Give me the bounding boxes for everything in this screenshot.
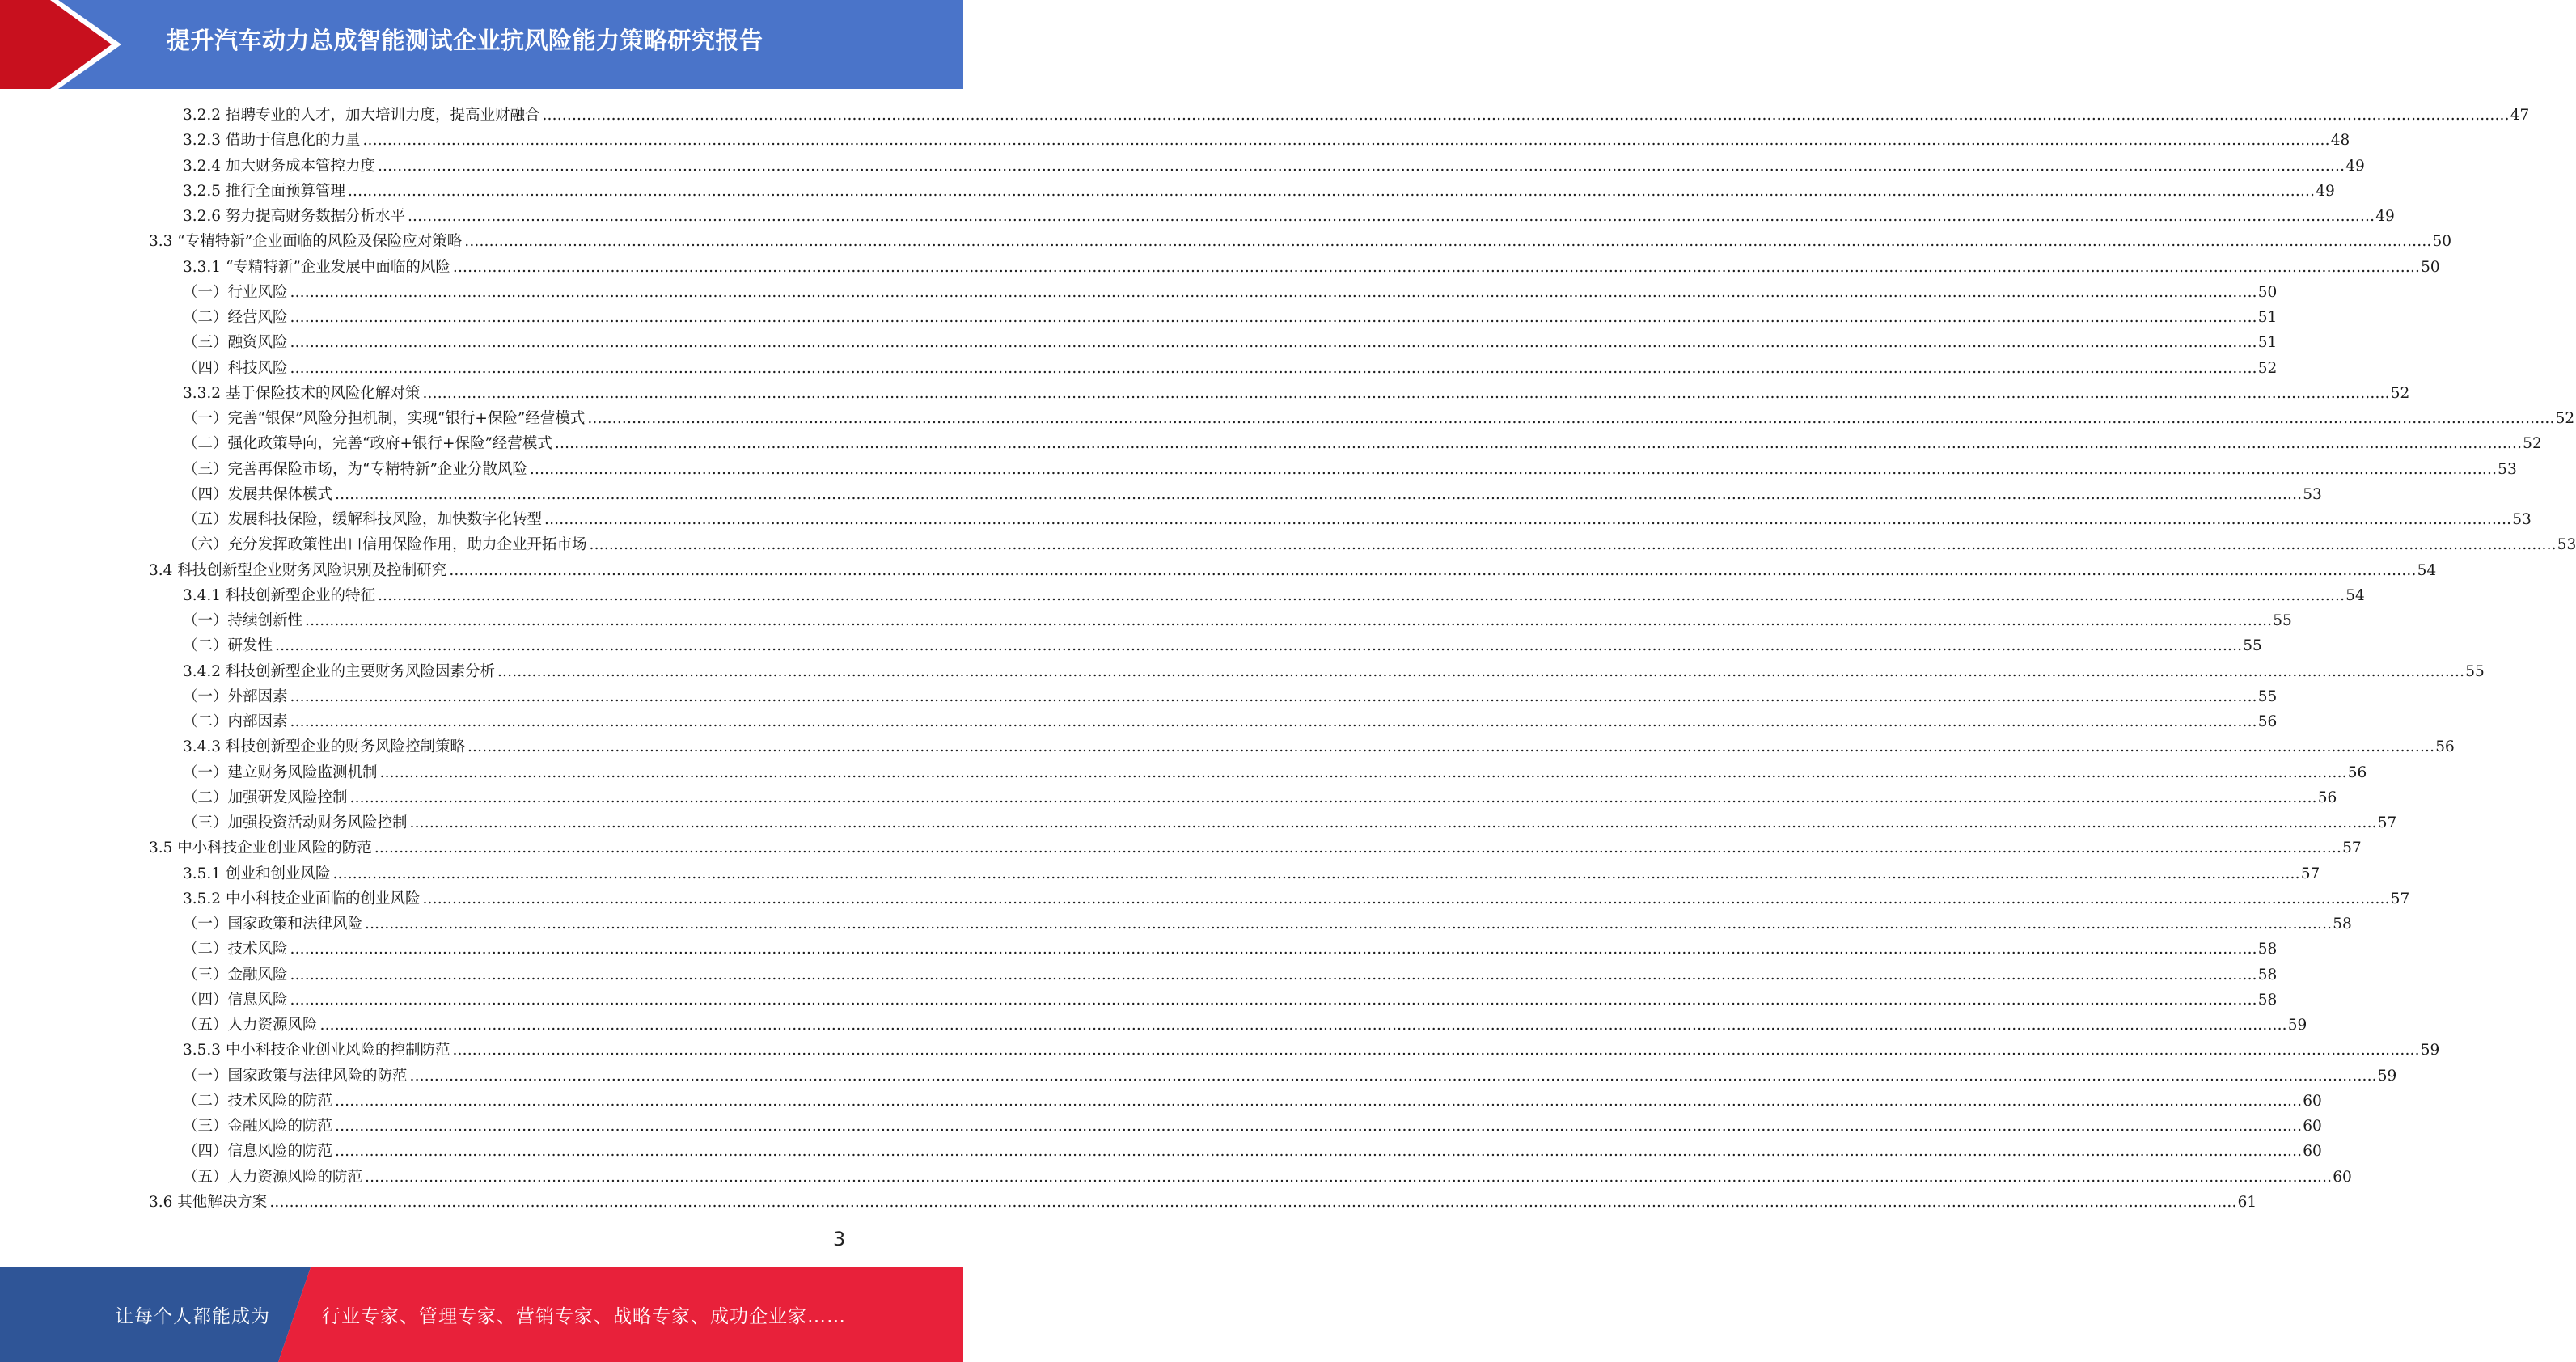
toc-dot-leader: ................................................................................................................................................................................................................................................................................................................................................................................................................ <box>290 283 2257 301</box>
toc-entry[interactable] <box>183 1114 2322 1139</box>
toc-dot-leader: ................................................................................................................................................................................................................................................................................................................................................................................................................ <box>349 789 2317 806</box>
toc-dot-leader: ................................................................................................................................................................................................................................................................................................................................................................................................................ <box>290 966 2257 983</box>
toc-entry-label: （一）国家政策与法律风险的防范 <box>183 1067 408 1085</box>
toc-entry-page: 53 <box>2303 485 2322 503</box>
toc-entry-label: （一）行业风险 <box>183 283 288 301</box>
toc-entry-page: 60 <box>2333 1168 2352 1186</box>
toc-entry-page: 58 <box>2257 991 2278 1009</box>
toc-dot-leader: ................................................................................................................................................................................................................................................................................................................................................................................................................ <box>467 738 2435 756</box>
toc-entry-page: 56 <box>2317 789 2337 806</box>
toc-entry-label: （一）持续创新性 <box>183 612 303 629</box>
toc-entry-label: 3.3 “专精特新”企业面临的风险及保险应对策略 <box>149 233 463 251</box>
toc-entry-page: 54 <box>2417 561 2437 579</box>
toc-dot-leader: ................................................................................................................................................................................................................................................................................................................................................................................................................ <box>377 157 2345 175</box>
toc-entry-page: 55 <box>2257 687 2278 705</box>
toc-entry-label: （一）建立财务风险监测机制 <box>183 763 378 781</box>
toc-dot-leader: ................................................................................................................................................................................................................................................................................................................................................................................................................ <box>275 637 2243 655</box>
toc-entry-label: 3.5.1 创业和创业风险 <box>183 865 331 882</box>
toc-entry-page: 56 <box>2435 738 2455 756</box>
toc-dot-leader: ................................................................................................................................................................................................................................................................................................................................................................................................................ <box>290 687 2257 705</box>
toc-entry-label: （四）发展共保体模式 <box>183 485 333 503</box>
header-title: 提升汽车动力总成智能测试企业抗风险能力策略研究报告 <box>167 27 763 54</box>
toc-entry-label: （一）外部因素 <box>183 687 288 705</box>
toc-entry-page: 60 <box>2303 1118 2322 1135</box>
toc-entry[interactable] <box>183 608 2292 633</box>
toc-entry-label: （三）完善再保险市场，为“专精特新”企业分散风险 <box>183 460 527 478</box>
toc-entry-label: 3.4.3 科技创新型企业的财务风险控制策略 <box>183 738 465 756</box>
toc-entry-label: （二）加强研发风险控制 <box>183 789 348 806</box>
toc-entry[interactable] <box>183 128 2350 153</box>
toc-dot-leader: ................................................................................................................................................................................................................................................................................................................................................................................................................ <box>589 536 2557 554</box>
toc-entry[interactable] <box>183 305 2278 330</box>
toc-entry-label: （三）金融风险的防范 <box>183 1118 333 1135</box>
toc-entry-label: （一）国家政策和法律风险 <box>183 916 363 933</box>
toc-dot-leader: ................................................................................................................................................................................................................................................................................................................................................................................................................ <box>290 309 2257 326</box>
toc-dot-leader: ................................................................................................................................................................................................................................................................................................................................................................................................................ <box>335 1092 2303 1110</box>
toc-entry-label: （三）融资风险 <box>183 334 288 352</box>
toc-dot-leader: ................................................................................................................................................................................................................................................................................................................................................................................................................ <box>290 713 2257 730</box>
toc-entry[interactable] <box>149 229 2452 254</box>
toc-dot-leader: ................................................................................................................................................................................................................................................................................................................................................................................................................ <box>365 1168 2333 1186</box>
toc-entry[interactable] <box>183 507 2532 532</box>
toc-entry[interactable] <box>183 1089 2322 1114</box>
toc-dot-leader: ................................................................................................................................................................................................................................................................................................................................................................................................................ <box>422 384 2390 402</box>
toc-entry[interactable] <box>183 810 2397 835</box>
toc-dot-leader: ................................................................................................................................................................................................................................................................................................................................................................................................................ <box>362 132 2330 150</box>
toc-dot-leader: ................................................................................................................................................................................................................................................................................................................................................................................................................ <box>290 359 2257 377</box>
toc-entry[interactable] <box>183 861 2320 886</box>
toc-dot-leader: ................................................................................................................................................................................................................................................................................................................................................................................................................ <box>269 1193 2237 1211</box>
toc-entry-label: （二）技术风险 <box>183 941 288 958</box>
toc-dot-leader: ................................................................................................................................................................................................................................................................................................................................................................................................................ <box>374 840 2342 857</box>
toc-entry[interactable] <box>183 912 2352 937</box>
toc-entry-page: 49 <box>2375 208 2395 225</box>
toc-entry[interactable] <box>183 709 2278 734</box>
toc-entry-page: 47 <box>2510 107 2530 124</box>
toc-entry[interactable] <box>183 381 2410 406</box>
toc-entry-label: （五）人力资源风险的防范 <box>183 1168 363 1186</box>
toc-entry-page: 61 <box>2237 1193 2257 1211</box>
toc-entry-page: 57 <box>2377 814 2397 831</box>
toc-entry[interactable] <box>183 583 2365 608</box>
toc-dot-leader: ................................................................................................................................................................................................................................................................................................................................................................................................................ <box>542 107 2510 124</box>
toc-entry[interactable] <box>183 103 2530 128</box>
toc-entry-label: （四）信息风险的防范 <box>183 1143 333 1161</box>
toc-entry-page: 55 <box>2465 662 2485 680</box>
toc-entry-page: 51 <box>2257 334 2278 352</box>
toc-entry-label: （二）经营风险 <box>183 309 288 326</box>
toc-dot-leader: ................................................................................................................................................................................................................................................................................................................................................................................................................ <box>554 435 2523 453</box>
toc-entry-page: 49 <box>2345 157 2365 175</box>
toc-entry-page: 52 <box>2390 384 2410 402</box>
toc-dot-leader: ................................................................................................................................................................................................................................................................................................................................................................................................................ <box>409 1067 2377 1085</box>
toc-entry-label: 3.3.2 基于保险技术的风险化解对策 <box>183 384 421 402</box>
toc-entry-page: 57 <box>2342 840 2362 857</box>
toc-entry-page: 52 <box>2555 410 2575 427</box>
toc-entry-page: 57 <box>2300 865 2320 882</box>
toc-entry-page: 53 <box>2498 460 2517 478</box>
toc-entry-page: 48 <box>2330 132 2350 150</box>
toc-entry-label: （二）强化政策导向，完善“政府+银行+保险”经营模式 <box>183 435 552 453</box>
toc-entry[interactable] <box>183 785 2337 810</box>
toc-entry-label: （二）研发性 <box>183 637 273 655</box>
toc-entry-label: （四）科技风险 <box>183 359 288 377</box>
toc-dot-leader: ................................................................................................................................................................................................................................................................................................................................................................................................................ <box>544 511 2512 528</box>
toc-dot-leader: ................................................................................................................................................................................................................................................................................................................................................................................................................ <box>587 410 2555 427</box>
toc-entry[interactable] <box>183 1139 2322 1164</box>
toc-entry[interactable] <box>183 406 2575 431</box>
toc-dot-leader: ................................................................................................................................................................................................................................................................................................................................................................................................................ <box>409 814 2377 831</box>
toc-entry[interactable] <box>183 760 2367 785</box>
toc-entry-label: （四）信息风险 <box>183 991 288 1009</box>
toc-entry-page: 49 <box>2316 182 2335 200</box>
toc-entry-label: （五）人力资源风险 <box>183 1017 318 1034</box>
toc-entry[interactable] <box>183 633 2262 658</box>
toc-dot-leader: ................................................................................................................................................................................................................................................................................................................................................................................................................ <box>379 763 2347 781</box>
toc-entry-page: 58 <box>2257 966 2278 983</box>
toc-entry-page: 50 <box>2432 233 2452 251</box>
toc-entry-label: （二）内部因素 <box>183 713 288 730</box>
toc-entry[interactable] <box>149 835 2362 861</box>
chevron-logo-icon <box>0 0 129 89</box>
toc-entry-label: 3.4.1 科技创新型企业的特征 <box>183 586 375 604</box>
toc-dot-leader: ................................................................................................................................................................................................................................................................................................................................................................................................................ <box>497 662 2465 680</box>
toc-entry-label: 3.5.3 中小科技企业创业风险的控制防范 <box>183 1042 450 1060</box>
toc-entry-label: 3.2.2 招聘专业的人才，加大培训力度，提高业财融合 <box>183 107 540 124</box>
toc-entry[interactable] <box>183 684 2278 709</box>
toc-entry[interactable] <box>183 962 2278 988</box>
footer-slogan-right: 行业专家、管理专家、营销专家、战略专家、成功企业家…… <box>322 1306 846 1327</box>
toc-entry[interactable] <box>183 734 2455 759</box>
toc-entry[interactable] <box>183 1165 2352 1190</box>
toc-dot-leader: ................................................................................................................................................................................................................................................................................................................................................................................................................ <box>347 182 2316 200</box>
page-header <box>0 0 963 89</box>
toc-dot-leader: ................................................................................................................................................................................................................................................................................................................................................................................................................ <box>464 233 2432 251</box>
toc-entry-label: 3.6 其他解决方案 <box>149 1193 268 1211</box>
toc-dot-leader: ................................................................................................................................................................................................................................................................................................................................................................................................................ <box>319 1017 2287 1034</box>
toc-dot-leader: ................................................................................................................................................................................................................................................................................................................................................................................................................ <box>335 1118 2303 1135</box>
toc-dot-leader: ................................................................................................................................................................................................................................................................................................................................................................................................................ <box>377 586 2345 604</box>
toc-entry-label: 3.5.2 中小科技企业面临的创业风险 <box>183 890 421 907</box>
toc-entry-label: 3.2.4 加大财务成本管控力度 <box>183 157 375 175</box>
toc-entry-label: （六）充分发挥政策性出口信用保险作用，助力企业开拓市场 <box>183 536 587 554</box>
toc-entry-label: 3.4 科技创新型企业财务风险识别及控制研究 <box>149 561 447 579</box>
toc-entry[interactable] <box>183 886 2410 912</box>
toc-entry-label: 3.2.6 努力提高财务数据分析水平 <box>183 208 405 225</box>
toc-entry-label: 3.3.1 “专精特新”企业发展中面临的风险 <box>183 258 450 276</box>
toc-entry-page: 52 <box>2257 359 2278 377</box>
toc-entry-page: 51 <box>2257 309 2278 326</box>
toc-entry[interactable] <box>183 154 2365 179</box>
toc-entry[interactable] <box>183 280 2278 305</box>
toc-dot-leader: ................................................................................................................................................................................................................................................................................................................................................................................................................ <box>452 1042 2420 1060</box>
toc-dot-leader: ................................................................................................................................................................................................................................................................................................................................................................................................................ <box>332 865 2300 882</box>
toc-entry[interactable] <box>149 558 2437 583</box>
toc-entry-page: 56 <box>2347 763 2367 781</box>
toc-entry-page: 53 <box>2557 536 2576 554</box>
toc-entry-label: （三）金融风险 <box>183 966 288 983</box>
toc-dot-leader: ................................................................................................................................................................................................................................................................................................................................................................................................................ <box>290 941 2257 958</box>
toc-entry[interactable] <box>183 1013 2307 1038</box>
toc-dot-leader: ................................................................................................................................................................................................................................................................................................................................................................................................................ <box>290 334 2257 352</box>
toc-entry-page: 56 <box>2257 713 2278 730</box>
page-footer <box>0 1267 963 1362</box>
toc-entry[interactable] <box>183 1064 2397 1089</box>
toc-entry-page: 59 <box>2287 1017 2307 1034</box>
toc-entry-page: 52 <box>2523 435 2542 453</box>
toc-entry-page: 55 <box>2273 612 2292 629</box>
toc-dot-leader: ................................................................................................................................................................................................................................................................................................................................................................................................................ <box>335 485 2303 503</box>
toc-entry-label: （三）加强投资活动财务风险控制 <box>183 814 408 831</box>
toc-entry-label: 3.5 中小科技企业创业风险的防范 <box>149 840 372 857</box>
footer-slogan-left: 让每个人都能成为 <box>115 1306 270 1327</box>
toc-entry-page: 60 <box>2303 1092 2322 1110</box>
toc-entry[interactable] <box>183 532 2576 557</box>
toc-entry[interactable] <box>183 988 2278 1013</box>
toc-entry-page: 58 <box>2333 916 2352 933</box>
toc-entry[interactable] <box>183 659 2485 684</box>
toc-dot-leader: ................................................................................................................................................................................................................................................................................................................................................................................................................ <box>529 460 2498 478</box>
toc-entry[interactable] <box>183 179 2335 204</box>
toc-entry-label: 3.4.2 科技创新型企业的主要财务风险因素分析 <box>183 662 495 680</box>
toc-entry-page: 55 <box>2243 637 2262 655</box>
toc-dot-leader: ................................................................................................................................................................................................................................................................................................................................................................................................................ <box>407 208 2375 225</box>
page-number: 3 <box>833 1228 846 1250</box>
toc-entry-label: （二）技术风险的防范 <box>183 1092 333 1110</box>
toc-dot-leader: ................................................................................................................................................................................................................................................................................................................................................................................................................ <box>422 890 2390 907</box>
toc-entry[interactable] <box>183 457 2517 482</box>
toc-entry-page: 58 <box>2257 941 2278 958</box>
toc-entry[interactable] <box>183 255 2440 280</box>
toc-entry-page: 59 <box>2377 1067 2397 1085</box>
toc-entry-page: 50 <box>2421 258 2440 276</box>
toc-dot-leader: ................................................................................................................................................................................................................................................................................................................................................................................................................ <box>365 916 2333 933</box>
toc-entry[interactable] <box>183 204 2395 229</box>
toc-entry[interactable] <box>149 1190 2257 1215</box>
toc-dot-leader: ................................................................................................................................................................................................................................................................................................................................................................................................................ <box>449 561 2417 579</box>
toc-entry[interactable] <box>183 937 2278 962</box>
toc-entry-page: 53 <box>2512 511 2532 528</box>
toc-dot-leader: ................................................................................................................................................................................................................................................................................................................................................................................................................ <box>452 258 2421 276</box>
toc-entry[interactable] <box>183 356 2278 381</box>
toc-entry-page: 50 <box>2257 283 2278 301</box>
toc-dot-leader: ................................................................................................................................................................................................................................................................................................................................................................................................................ <box>290 991 2257 1009</box>
toc-entry-label: （一）完善“银保”风险分担机制，实现“银行+保险”经营模式 <box>183 410 586 427</box>
toc-entry-label: 3.2.3 借助于信息化的力量 <box>183 132 361 150</box>
toc-entry-page: 57 <box>2390 890 2410 907</box>
toc-dot-leader: ................................................................................................................................................................................................................................................................................................................................................................................................................ <box>335 1143 2303 1161</box>
toc-entry-label: 3.2.5 推行全面预算管理 <box>183 182 345 200</box>
toc-entry[interactable] <box>183 482 2322 507</box>
toc-entry-label: （五）发展科技保险，缓解科技风险，加快数字化转型 <box>183 511 543 528</box>
toc-entry[interactable] <box>183 431 2542 456</box>
toc-entry[interactable] <box>183 1038 2440 1063</box>
toc-dot-leader: ................................................................................................................................................................................................................................................................................................................................................................................................................ <box>305 612 2273 629</box>
toc-entry[interactable] <box>183 330 2278 355</box>
toc-entry-page: 59 <box>2420 1042 2440 1060</box>
toc-entry-page: 60 <box>2303 1143 2322 1161</box>
toc-entry-page: 54 <box>2345 586 2365 604</box>
